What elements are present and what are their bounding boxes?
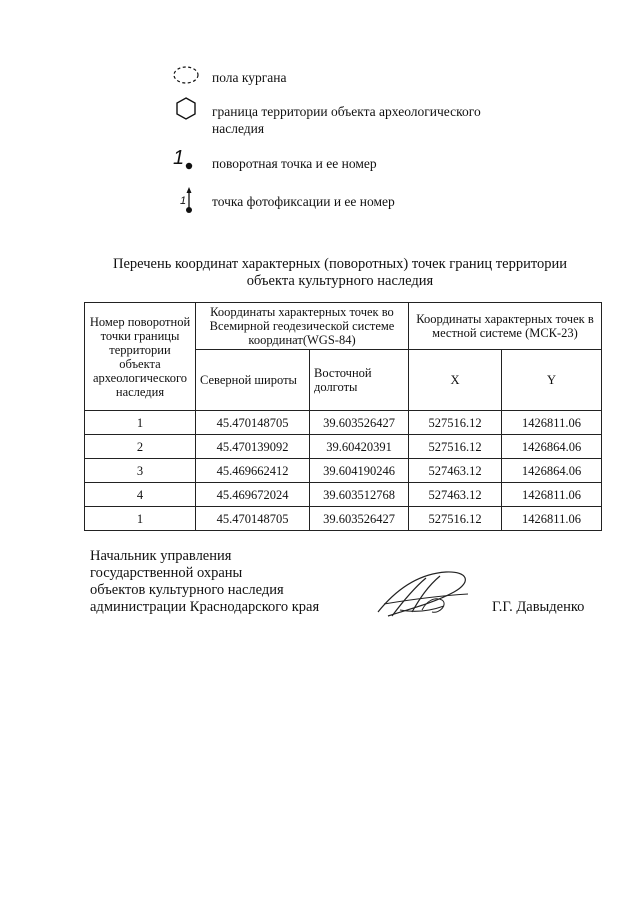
header-wgs84: Координаты характерных точек во Всемирной геодезической системе координат(WGS-84)	[196, 303, 409, 350]
position-line-4: администрации Краснодарского края	[90, 599, 320, 615]
cell-latitude: 45.469672024	[196, 483, 310, 507]
cell-x: 527516.12	[409, 435, 502, 459]
cell-number: 3	[85, 459, 196, 483]
hexagon-icon	[170, 96, 204, 126]
cell-longitude: 39.603526427	[310, 411, 409, 435]
header-x: X	[409, 350, 502, 411]
position-line-3: объектов культурного наследия	[90, 582, 284, 598]
point-number-icon	[170, 148, 204, 178]
cell-latitude: 45.470148705	[196, 507, 310, 531]
handwritten-signature	[364, 566, 484, 626]
position-line-2: государственной охраны	[90, 565, 243, 581]
point-number-label: 1	[173, 148, 185, 169]
header-latitude: Северной широты	[196, 350, 310, 411]
legend-item-turning-point	[170, 148, 530, 186]
photo-point-icon	[170, 186, 204, 216]
cell-number: 2	[85, 435, 196, 459]
position-line-1: Начальник управления	[90, 548, 232, 564]
cell-x: 527516.12	[409, 411, 502, 435]
title-line-1: Перечень координат характерных (поворотных) точек границ территории	[112, 256, 568, 272]
cell-number: 4	[85, 483, 196, 507]
cell-y: 1426811.06	[502, 411, 602, 435]
table-header-row	[85, 303, 602, 350]
cell-number: 1	[85, 411, 196, 435]
cell-longitude: 39.604190246	[310, 459, 409, 483]
table-row	[85, 435, 602, 459]
cell-longitude: 39.603512768	[310, 483, 409, 507]
header-longitude: Восточной долготы	[310, 350, 409, 411]
table-row	[85, 459, 602, 483]
header-msk23: Координаты характерных точек в местной системе (МСК-23)	[409, 303, 602, 350]
legend-text: поворотная точка и ее номер	[212, 156, 377, 171]
map-legend	[170, 62, 530, 222]
legend-item-photo-point	[170, 186, 530, 222]
cell-x: 527516.12	[409, 507, 502, 531]
cell-latitude: 45.470139092	[196, 435, 310, 459]
signatory-position	[90, 548, 390, 616]
cell-y: 1426864.06	[502, 459, 602, 483]
legend-text: граница территории объекта археологического наследия	[212, 104, 481, 136]
cell-latitude: 45.470148705	[196, 411, 310, 435]
legend-item-heritage-boundary	[170, 96, 530, 148]
cell-y: 1426864.06	[502, 435, 602, 459]
cell-longitude: 39.603526427	[310, 507, 409, 531]
dashed-ellipse-icon	[170, 62, 204, 92]
legend-item-mound-floor	[170, 62, 530, 96]
legend-text: точка фотофиксации и ее номер	[212, 194, 395, 209]
title-line-2: объекта культурного наследия	[246, 273, 434, 289]
cell-y: 1426811.06	[502, 507, 602, 531]
table-row	[85, 507, 602, 531]
table-row	[85, 483, 602, 507]
cell-latitude: 45.469662412	[196, 459, 310, 483]
table-row	[85, 411, 602, 435]
cell-x: 527463.12	[409, 459, 502, 483]
header-y: Y	[502, 350, 602, 411]
cell-x: 527463.12	[409, 483, 502, 507]
header-point-number: Номер поворотной точки границы территории объекта археологического наследия	[85, 303, 196, 411]
coordinates-list-title	[70, 256, 610, 290]
coordinates-table	[84, 302, 602, 531]
cell-y: 1426811.06	[502, 483, 602, 507]
legend-text: пола кургана	[212, 70, 287, 85]
cell-number: 1	[85, 507, 196, 531]
photo-point-label: 1	[180, 195, 187, 207]
signer-name: Г.Г. Давыденко	[492, 599, 585, 615]
cell-longitude: 39.60420391	[310, 435, 409, 459]
